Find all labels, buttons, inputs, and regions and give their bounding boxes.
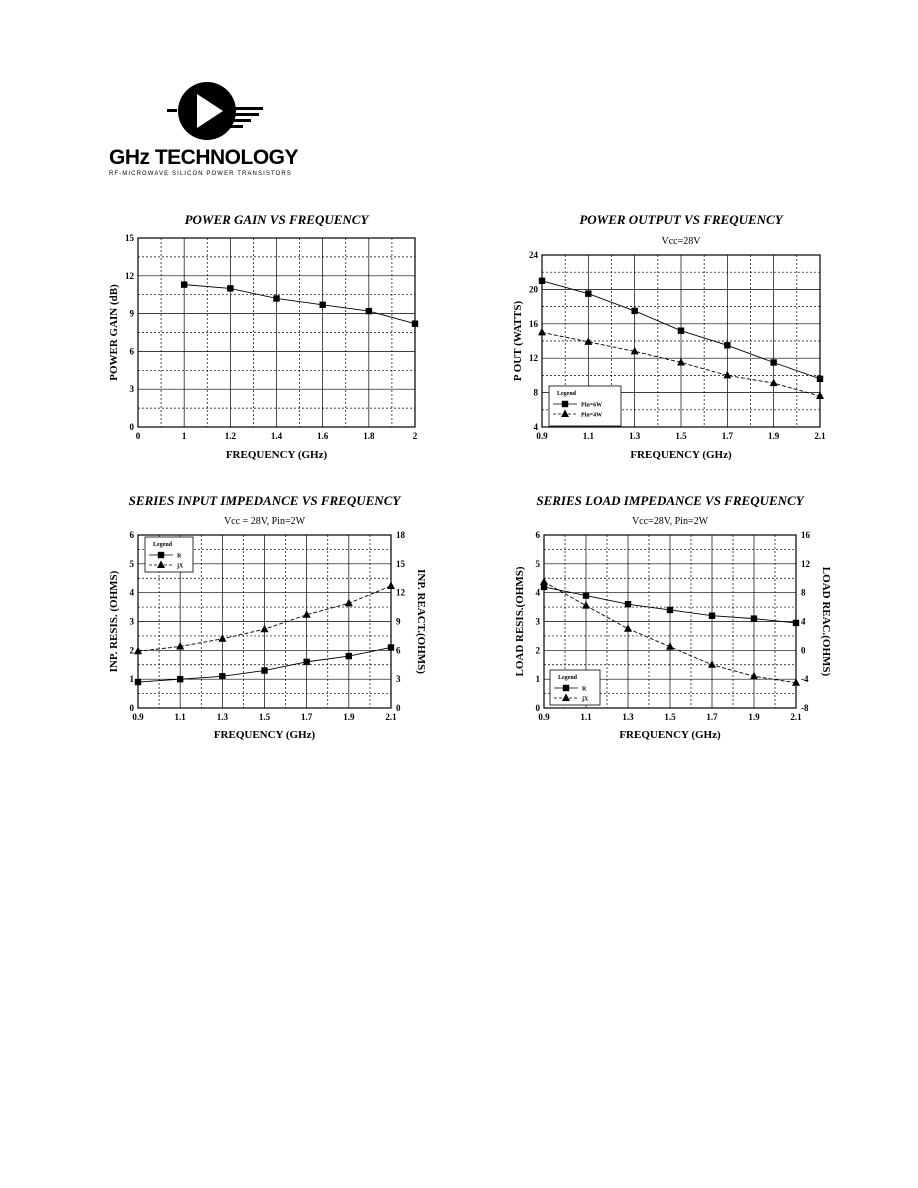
chart-title: POWER OUTPUT VS FREQUENCY — [579, 212, 783, 227]
legend-marker — [158, 552, 164, 558]
data-point — [709, 613, 715, 619]
y2-tick-label: -8 — [801, 703, 809, 713]
legend-entry-label: Pin=6W — [581, 402, 603, 409]
data-point — [539, 278, 545, 284]
y-tick-label: 4 — [129, 587, 134, 598]
legend-entry-label: jX — [582, 696, 589, 703]
x-tick-label: 1.8 — [363, 431, 375, 441]
y-tick-label: 0 — [535, 703, 540, 713]
data-point — [678, 327, 684, 333]
x-tick-label: 1.1 — [174, 712, 186, 722]
y-tick-label: 1 — [129, 674, 134, 685]
y-tick-label: 5 — [535, 558, 540, 569]
x-tick-label: 1.2 — [224, 431, 236, 441]
x-tick-label: 1.9 — [768, 431, 780, 441]
chart-pout — [512, 212, 826, 461]
x-tick-label: 1.4 — [270, 431, 283, 441]
x-tick-label: 0.9 — [132, 712, 144, 722]
data-point — [582, 601, 590, 609]
y-axis-label: INP. RESIS. (OHMS) — [108, 570, 120, 673]
y2-tick-label: 15 — [396, 558, 405, 569]
data-point — [817, 376, 823, 382]
y-tick-label: 3 — [535, 616, 540, 627]
data-point — [303, 659, 309, 665]
x-tick-label: 1 — [181, 431, 187, 441]
y-tick-label: 5 — [129, 558, 134, 569]
y-tick-label: 6 — [535, 530, 540, 540]
chart-title: POWER GAIN VS FREQUENCY — [184, 212, 369, 227]
data-point — [273, 295, 279, 301]
y-tick-label: 4 — [533, 422, 538, 432]
legend-title: Legend — [558, 675, 578, 681]
legend-title: Legend — [557, 391, 577, 397]
x-tick-label: 1.5 — [258, 712, 271, 722]
x-tick-label: 0.9 — [536, 431, 548, 441]
data-point — [219, 673, 225, 679]
data-point — [177, 676, 183, 682]
data-point — [227, 285, 233, 291]
legend-title: Legend — [153, 542, 173, 548]
data-point — [724, 342, 730, 348]
y2-tick-label: 3 — [396, 674, 401, 685]
x-tick-label: 1.5 — [675, 431, 687, 441]
chart-title: SERIES INPUT IMPEDANCE VS FREQUENCY — [128, 493, 401, 508]
legend-marker — [562, 401, 568, 407]
x-tick-label: 0.9 — [538, 712, 550, 722]
data-point — [319, 302, 325, 308]
data-point — [181, 281, 187, 287]
y-tick-label: 9 — [129, 308, 134, 319]
chart-subtitle: Vcc=28V — [661, 236, 701, 247]
legend-entry-label: R — [582, 686, 587, 693]
data-point — [346, 653, 352, 659]
x-tick-label: 2 — [412, 431, 418, 441]
y2-tick-label: 8 — [801, 587, 806, 598]
data-point — [708, 660, 716, 668]
logo-tagline: RF-MICROWAVE SILICON POWER TRANSISTORS — [109, 171, 292, 177]
y2-tick-label: -4 — [801, 674, 809, 685]
y2-axis-label: INP. REACT.(OHMS) — [415, 569, 427, 674]
x-axis-label: FREQUENCY (GHz) — [213, 729, 316, 741]
x-tick-label: 1.9 — [748, 712, 760, 722]
y2-tick-label: 12 — [801, 558, 810, 569]
legend-entry-label: jX — [177, 563, 184, 570]
data-point — [625, 601, 631, 607]
y2-tick-label: 6 — [396, 645, 401, 656]
y-tick-label: 2 — [535, 645, 540, 656]
data-point — [631, 308, 637, 314]
series-0 — [181, 281, 418, 326]
chart-subtitle: Vcc = 28V, Pin=2W — [223, 516, 306, 527]
y-tick-label: 3 — [129, 616, 134, 627]
data-point — [624, 624, 632, 632]
x-axis-label: FREQUENCY (GHz) — [225, 449, 328, 461]
y-tick-label: 0 — [129, 703, 134, 713]
y2-tick-label: 0 — [801, 645, 806, 656]
x-tick-label: 0 — [135, 431, 141, 441]
x-axis-label: FREQUENCY (GHz) — [630, 449, 732, 461]
x-tick-label: 1.3 — [622, 712, 634, 722]
y-tick-label: 6 — [129, 346, 134, 357]
y2-axis-label: LOAD REAC.(OHMS) — [820, 566, 832, 677]
legend-entry-label: R — [177, 553, 182, 560]
x-tick-label: 1.7 — [706, 712, 718, 722]
data-point — [218, 634, 226, 642]
y-tick-label: 24 — [529, 250, 538, 260]
data-point — [366, 308, 372, 314]
y2-tick-label: 16 — [801, 530, 810, 540]
y-axis-label: LOAD RESIS.(OHMS) — [514, 566, 526, 677]
y-tick-label: 3 — [129, 384, 134, 395]
y-tick-label: 20 — [529, 284, 538, 295]
y-tick-label: 16 — [529, 318, 538, 329]
data-point — [540, 577, 548, 585]
y-tick-label: 1 — [535, 674, 540, 685]
data-point — [261, 625, 269, 633]
data-point — [261, 667, 267, 673]
chart-legend — [549, 386, 621, 426]
data-point — [751, 615, 757, 621]
data-point — [583, 592, 589, 598]
data-point — [387, 581, 395, 589]
data-point — [412, 320, 418, 326]
x-tick-label: 2.1 — [790, 712, 802, 722]
y-axis-label: POWER GAIN (dB) — [108, 284, 120, 381]
y2-tick-label: 0 — [396, 703, 401, 713]
data-point — [388, 644, 394, 650]
x-tick-label: 1.1 — [582, 431, 594, 441]
y-tick-label: 12 — [529, 353, 538, 364]
x-tick-label: 1.7 — [301, 712, 313, 722]
x-tick-label: 1.1 — [580, 712, 592, 722]
y2-tick-label: 9 — [396, 616, 401, 627]
legend-marker — [563, 685, 569, 691]
y-tick-label: 6 — [129, 530, 134, 540]
x-tick-label: 2.1 — [814, 431, 826, 441]
y-tick-label: 15 — [125, 233, 134, 243]
x-tick-label: 1.7 — [721, 431, 733, 441]
y-tick-label: 8 — [533, 387, 538, 398]
chart-grid — [138, 238, 415, 427]
x-tick-label: 1.5 — [664, 712, 676, 722]
chart-zin — [108, 493, 427, 741]
y2-tick-label: 18 — [396, 530, 405, 540]
data-point — [770, 359, 776, 365]
chart-legend — [145, 537, 193, 572]
x-tick-label: 1.6 — [317, 431, 329, 441]
logo-company-name: GHz TECHNOLOGY — [109, 146, 299, 169]
chart-subtitle: Vcc=28V, Pin=2W — [631, 516, 709, 527]
x-axis-label: FREQUENCY (GHz) — [619, 729, 721, 741]
chart-title: SERIES LOAD IMPEDANCE VS FREQUENCY — [536, 493, 804, 508]
y-tick-label: 4 — [535, 587, 540, 598]
chart-zload — [514, 493, 832, 741]
data-point — [538, 328, 546, 336]
x-tick-label: 1.3 — [216, 712, 228, 722]
y-tick-label: 2 — [129, 645, 134, 656]
y-tick-label: 12 — [125, 270, 134, 281]
x-tick-label: 2.1 — [385, 712, 397, 722]
x-tick-label: 1.3 — [629, 431, 641, 441]
chart-legend — [550, 670, 600, 705]
legend-entry-label: Pin=4W — [581, 412, 603, 419]
data-point — [793, 620, 799, 626]
y-tick-label: 0 — [129, 422, 134, 432]
data-point — [135, 679, 141, 685]
y-axis-label: P OUT (WATTS) — [512, 300, 524, 382]
data-point — [585, 291, 591, 297]
chart-gain — [108, 212, 418, 461]
data-point — [667, 607, 673, 613]
y2-tick-label: 12 — [396, 587, 405, 598]
x-tick-label: 1.9 — [343, 712, 355, 722]
y2-tick-label: 4 — [801, 616, 806, 627]
